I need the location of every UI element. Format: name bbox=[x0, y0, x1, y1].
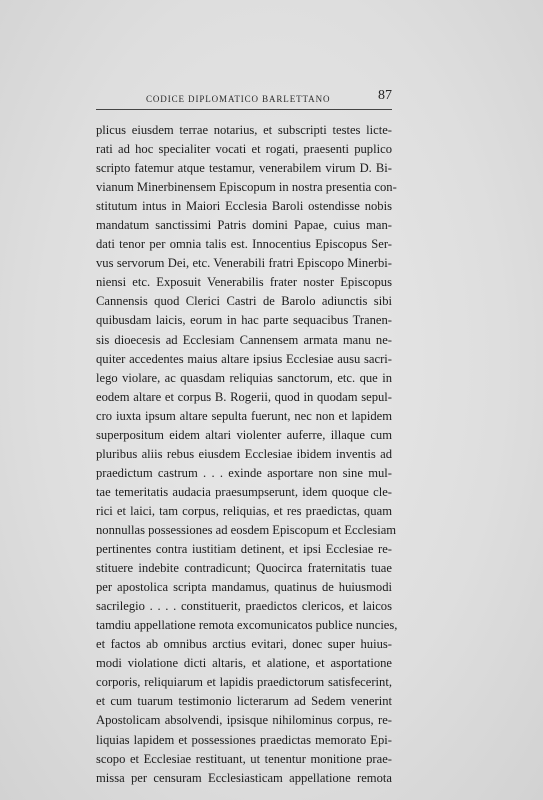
text-line: scripto fatemur atque testamur, venerabilem virum D. Bi- bbox=[96, 161, 392, 176]
text-line: per apostolica scripta mandamus, quatinus de huiusmodi bbox=[96, 580, 392, 595]
text-line: Cannensis quod Clerici Castri de Barolo adiunctis sibi bbox=[96, 294, 392, 309]
text-line: stitutum intus in Maiori Ecclesia Baroli ostendisse nobis bbox=[96, 199, 392, 214]
text-line: sacrilegio . . . . constituerit, praedictos clericos, et laicos bbox=[96, 599, 392, 614]
text-line: quibusdam laicis, eorum in hac parte sequacibus Tranen- bbox=[96, 313, 392, 328]
text-line: nonnullas possessiones ad eosdem Episcopum et Ecclesiam bbox=[96, 522, 397, 537]
text-line: mandatum sanctissimi Patris domini Papae, cuius man- bbox=[96, 218, 392, 233]
text-line: missa per censuram Ecclesiasticam appellatione remota bbox=[96, 770, 392, 785]
page-header bbox=[96, 88, 392, 107]
text-line: Apostolicam absolvendi, ipsisque nihilominus corpus, re- bbox=[96, 713, 392, 728]
text-line: vianum Minerbinensem Episcopum in nostra presentia con- bbox=[96, 180, 397, 195]
text-line: scopo et Ecclesiae restituant, ut tenentur monitione prae- bbox=[96, 751, 392, 766]
text-line: vus servorum Dei, etc. Venerabili fratri Episcopo Minerbi- bbox=[96, 256, 392, 271]
text-line: eodem altare et corpus B. Rogerii, quod in quodam sepul- bbox=[96, 389, 392, 404]
text-line: modi violatione dicti altaris, et alatione, et asportatione bbox=[96, 656, 392, 671]
running-title: CODICE DIPLOMATICO BARLETTANO bbox=[146, 94, 331, 104]
page-number: 87 bbox=[378, 88, 392, 103]
text-line: lego violare, ac quasdam reliquias sanctorum, etc. que in bbox=[96, 370, 392, 385]
text-line: tae temeritatis audacia praesumpserunt, idem quoque cle- bbox=[96, 484, 392, 499]
text-line: stituere indebite contradicunt; Quocirca fraternitatis tuae bbox=[96, 561, 392, 576]
text-line: niensi etc. Exposuit Venerabilis frater noster Episcopus bbox=[96, 275, 392, 290]
text-line: sis dioecesis ad Ecclesiam Cannensem armata manu ne- bbox=[96, 332, 392, 347]
text-line: tamdiu appellatione remota excomunicatos publice nuncies, bbox=[96, 618, 398, 633]
text-line: corporis, reliquiarum et lapidis praedictorum satisfecerint, bbox=[96, 675, 392, 690]
text-line: pertinentes contra iustitiam detinent, et ipsi Ecclesiae re- bbox=[96, 542, 392, 557]
text-line: superpositum eidem altari violenter auferre, illaque cum bbox=[96, 427, 392, 442]
text-line: rici et laici, tam corpus, reliquias, et res praedictas, quam bbox=[96, 503, 392, 518]
text-line: et factos ab omnibus arctius evitari, donec super huius- bbox=[96, 637, 392, 652]
text-line: dati tenor per omnia talis est. Innocentius Episcopus Ser- bbox=[96, 237, 392, 252]
text-line: praedictum castrum . . . exinde asportare non sine mul- bbox=[96, 465, 392, 480]
text-line: pluribus aliis rebus eiusdem Ecclesiae ibidem inventis ad bbox=[96, 446, 392, 461]
text-line: rati ad hoc specialiter vocati et rogati, praesenti puplico bbox=[96, 142, 392, 157]
text-line: cro iuxta ipsum altare sepulta fuerunt, nec non et lapidem bbox=[96, 408, 392, 423]
text-line: liquias lapidem et possessiones praedictas memorato Epi- bbox=[96, 732, 392, 747]
text-line: plicus eiusdem terrae notarius, et subscripti testes licte- bbox=[96, 123, 392, 137]
body-text bbox=[96, 121, 398, 788]
text-line: et cum tuarum testimonio licterarum ad Sedem venerint bbox=[96, 694, 392, 709]
header-rule bbox=[96, 109, 392, 110]
text-line: quiter accedentes maius altare ipsius Ecclesiae ausu sacri- bbox=[96, 351, 392, 366]
